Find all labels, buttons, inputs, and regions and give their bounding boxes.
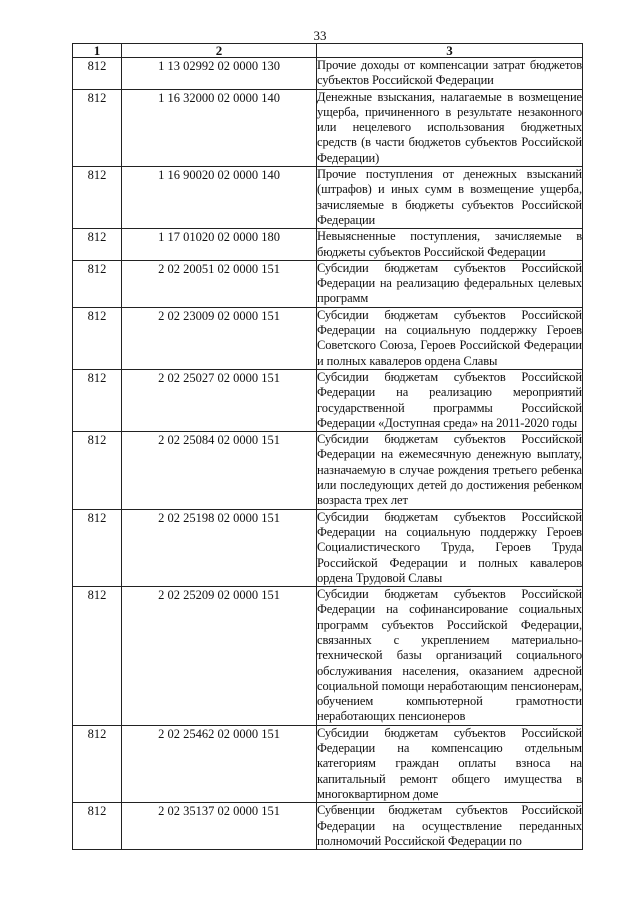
- table-row: [73, 307, 583, 369]
- budget-code-cell: 2 02 25198 02 0000 151: [122, 509, 317, 586]
- description-cell: Прочие поступления от денежных взысканий (штрафов) и иных сумм в возмещение ущерба, зачисляемые в бюджеты субъектов Российской Федерации: [317, 167, 582, 227]
- budget-code-cell: 2 02 20051 02 0000 151: [122, 260, 317, 307]
- description-cell: Субсидии бюджетам субъектов Российской Федерации на реализацию федеральных целевых программ: [317, 260, 582, 306]
- description-cell: Субсидии бюджетам субъектов Российской Федерации на реализацию мероприятий государственной программы Российской Федерации «Доступная среда» на 2011-2020 годы: [317, 369, 582, 430]
- description-cell: Субсидии бюджетам субъектов Российской Федерации на социальную поддержку Героев Советского Союза, Героев Российской Федерации и полных кавалеров ордена Славы: [317, 307, 582, 368]
- budget-code-cell: 2 02 25027 02 0000 151: [122, 369, 317, 431]
- table-row: [73, 58, 583, 90]
- admin-code-cell: 812: [73, 167, 122, 229]
- admin-code-cell: 812: [73, 307, 122, 369]
- description-cell: Субсидии бюджетам субъектов Российской Федерации на ежемесячную денежную выплату, назначаемую в случае рождения третьего ребенка или последующих детей до достижения ребенком возраста трех лет: [317, 432, 582, 508]
- description-cell: Денежные взыскания, налагаемые в возмещение ущерба, причиненного в результате незаконного или нецелевого использования бюджетных средств (в части бюджетов субъектов Российской Федерации): [317, 89, 582, 165]
- page-number: 33: [313, 28, 327, 43]
- budget-code-cell: 2 02 25084 02 0000 151: [122, 432, 317, 509]
- table-row: [73, 260, 583, 307]
- budget-code-cell: 2 02 23009 02 0000 151: [122, 307, 317, 369]
- description-cell: Субсидии бюджетам субъектов Российской Федерации на софинансирование социальных программ субъектов Российской Федерации, связанных с укреплением материально-технической базы организаций социального обслуживания населения, оказанием адресной социальной помощи неработающим пенсионерам, обучением компьютерной грамотности неработающих пенсионеров: [317, 587, 582, 724]
- budget-code-cell: 1 16 90020 02 0000 140: [122, 167, 317, 229]
- admin-code-cell: 812: [73, 229, 122, 261]
- description-cell: Прочие доходы от компенсации затрат бюджетов субъектов Российской Федерации: [317, 58, 582, 88]
- admin-code-cell: 812: [73, 58, 122, 90]
- table-row: [73, 167, 583, 229]
- description-cell: Субсидии бюджетам субъектов Российской Федерации на социальную поддержку Героев Социалистического Труда, Героев Труда Российской Федерации и полных кавалеров ордена Трудовой Славы: [317, 509, 582, 585]
- column-header-admin: 1: [73, 44, 122, 58]
- table-row: [73, 432, 583, 509]
- admin-code-cell: 812: [73, 260, 122, 307]
- budget-code-cell: 2 02 25462 02 0000 151: [122, 725, 317, 802]
- table-row: [73, 229, 583, 261]
- admin-code-cell: 812: [73, 509, 122, 586]
- admin-code-cell: 812: [73, 803, 122, 850]
- admin-code-cell: 812: [73, 587, 122, 726]
- budget-classification-table: [72, 43, 583, 850]
- admin-code-cell: 812: [73, 369, 122, 431]
- budget-code-cell: 2 02 25209 02 0000 151: [122, 587, 317, 726]
- admin-code-cell: 812: [73, 725, 122, 802]
- table-header-row: [73, 44, 583, 58]
- budget-code-cell: 1 17 01020 02 0000 180: [122, 229, 317, 261]
- description-cell: Невыясненные поступления, зачисляемые в бюджеты субъектов Российской Федерации: [317, 229, 582, 259]
- table-row: [73, 803, 583, 850]
- budget-code-cell: 1 13 02992 02 0000 130: [122, 58, 317, 90]
- budget-code-cell: 2 02 35137 02 0000 151: [122, 803, 317, 850]
- column-header-description: 3: [317, 44, 583, 58]
- description-cell: Субсидии бюджетам субъектов Российской Федерации на компенсацию отдельным категориям граждан оплаты взноса на капитальный ремонт общего имущества в многоквартирном доме: [317, 725, 582, 801]
- admin-code-cell: 812: [73, 89, 122, 166]
- table-row: [73, 509, 583, 586]
- table-row: [73, 587, 583, 726]
- table-row: [73, 369, 583, 431]
- table-row: [73, 725, 583, 802]
- description-cell: Субвенции бюджетам субъектов Российской Федерации на осуществление переданных полномочий Российской Федерации по: [317, 803, 582, 848]
- table-row: [73, 89, 583, 166]
- budget-code-cell: 1 16 32000 02 0000 140: [122, 89, 317, 166]
- admin-code-cell: 812: [73, 432, 122, 509]
- column-header-code: 2: [122, 44, 317, 58]
